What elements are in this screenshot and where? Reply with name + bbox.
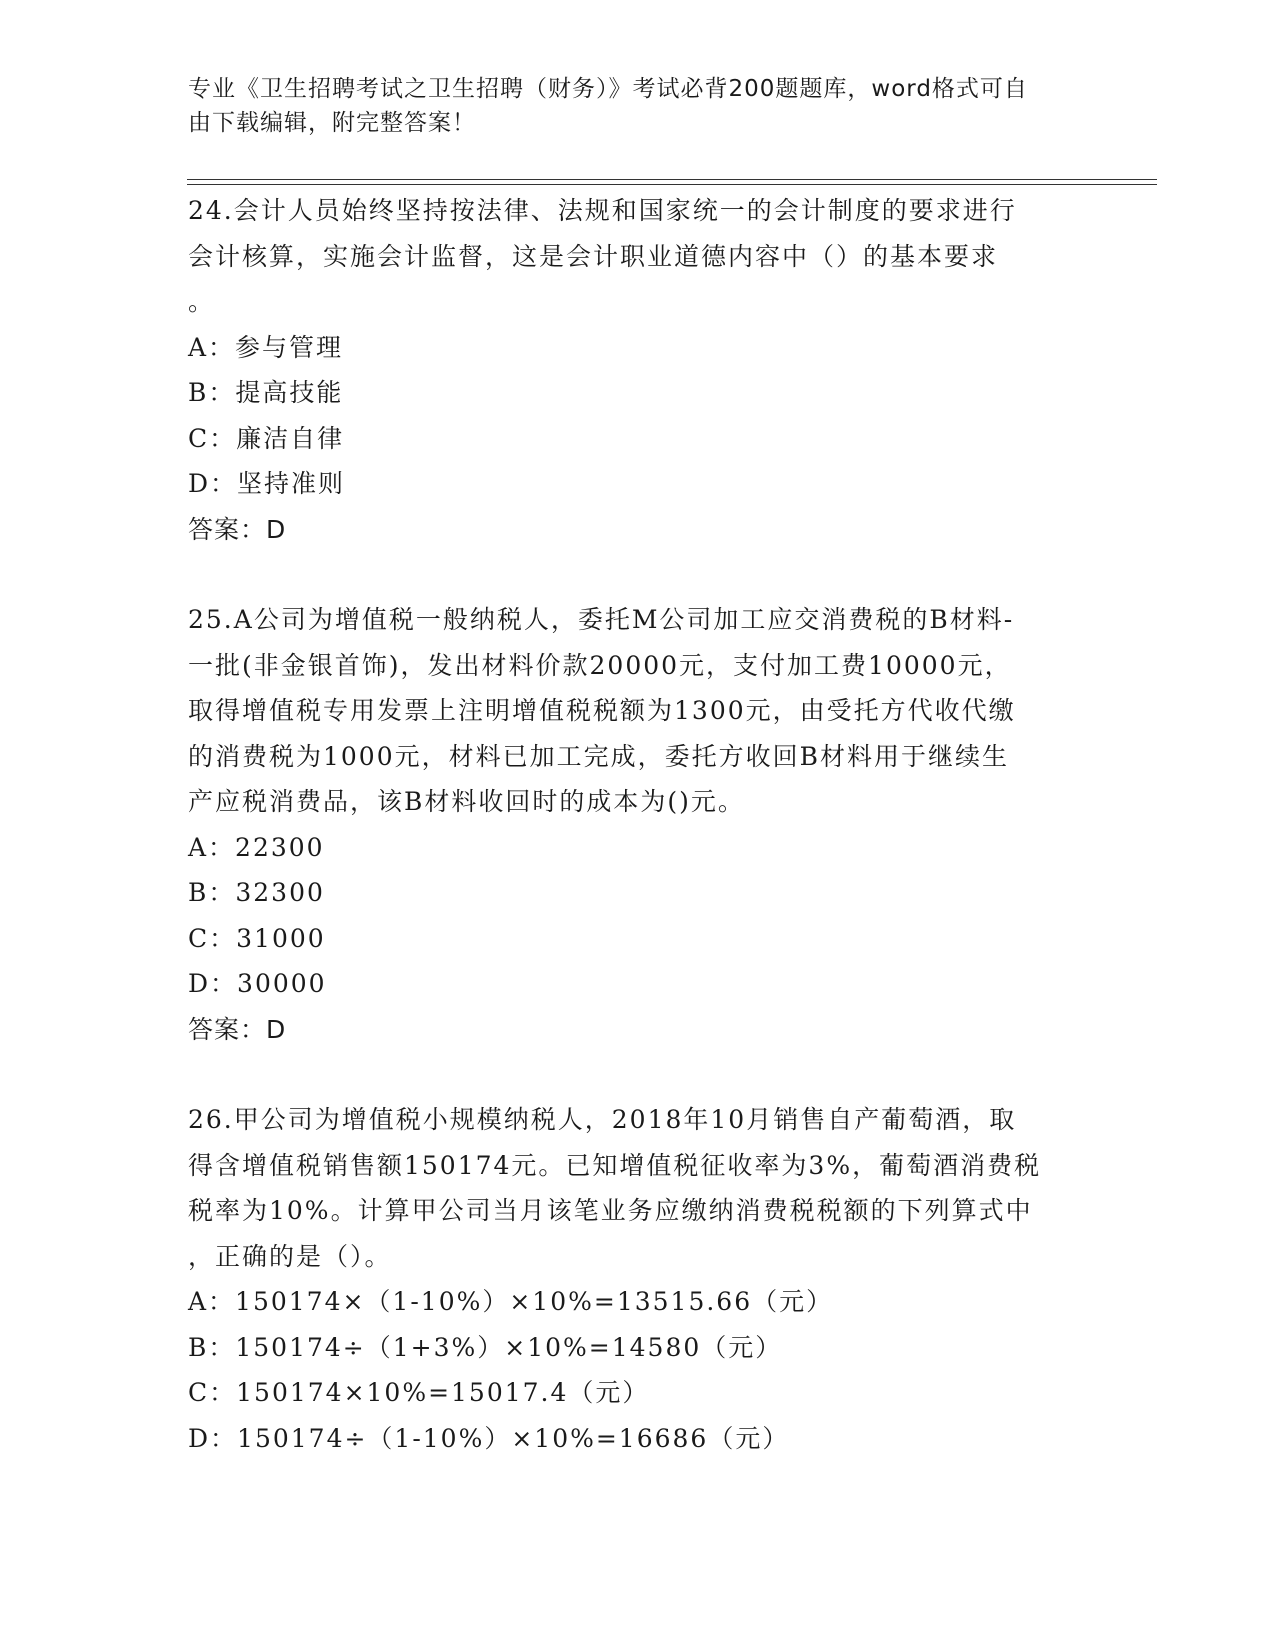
option-a: A：22300 <box>188 832 325 862</box>
option-b: B：32300 <box>188 878 325 907</box>
header-divider-bottom <box>187 184 1157 185</box>
header-line-1: 专业《卫生招聘考试之卫生招聘（财务）》考试必背200题题库，word格式可自 <box>188 76 1028 102</box>
spacer <box>188 552 1088 597</box>
question-text: 26.甲公司为增值税小规模纳税人，2018年10月销售自产葡萄酒，取 得含增值税销售额150174元。已知增值税征收率为3%，葡萄酒消费税 税率为10%。计算甲公司当月该笔业务应缴纳消费税税额的下列算式中 ，正确的是（）。 <box>188 1105 1042 1271</box>
option-d: D：坚持准则 <box>188 469 346 498</box>
question-text: 25.A公司为增值税一般纳税人，委托M公司加工应交消费税的B材料- 一批(非金银首饰)，发出材料价款20000元，支付加工费10000元， 取得增值税专用发票上注明增值税税额为1300元，由受托方代收代缴 的消费税为1000元，材料已加工完成，委托方收回B材料用于继续生 产应税消费品，该B材料收回时的成本为()元。 <box>188 605 1016 816</box>
option-c: C：廉洁自律 <box>188 423 345 453</box>
answer-label: 答案：D <box>188 514 287 544</box>
option-b: B：150174÷（1+3%）×10%=14580（元） <box>188 1332 783 1362</box>
option-d: D：150174÷（1-10%）×10%=16686（元） <box>188 1423 790 1453</box>
option-a: A：参与管理 <box>188 332 344 362</box>
option-b: B：提高技能 <box>188 378 344 407</box>
header-line-2: 由下载编辑，附完整答案！ <box>188 110 476 136</box>
question-text: 24.会计人员始终坚持按法律、法规和国家统一的会计制度的要求进行 会计核算，实施会计监督，这是会计职业道德内容中（）的基本要求 。 <box>188 196 1017 316</box>
question-24 <box>188 188 1088 552</box>
spacer <box>188 1052 1088 1097</box>
question-list <box>188 188 1088 1461</box>
answer-label: 答案：D <box>188 1014 287 1044</box>
question-26 <box>188 1097 1088 1461</box>
option-c: C：150174×10%=15017.4（元） <box>188 1378 650 1407</box>
document-header <box>188 72 1088 140</box>
option-c: C：31000 <box>188 923 326 953</box>
option-d: D：30000 <box>188 969 327 998</box>
question-25 <box>188 597 1088 1052</box>
option-a: A：150174×（1-10%）×10%=13515.66（元） <box>188 1287 834 1316</box>
header-divider-top <box>187 179 1157 180</box>
